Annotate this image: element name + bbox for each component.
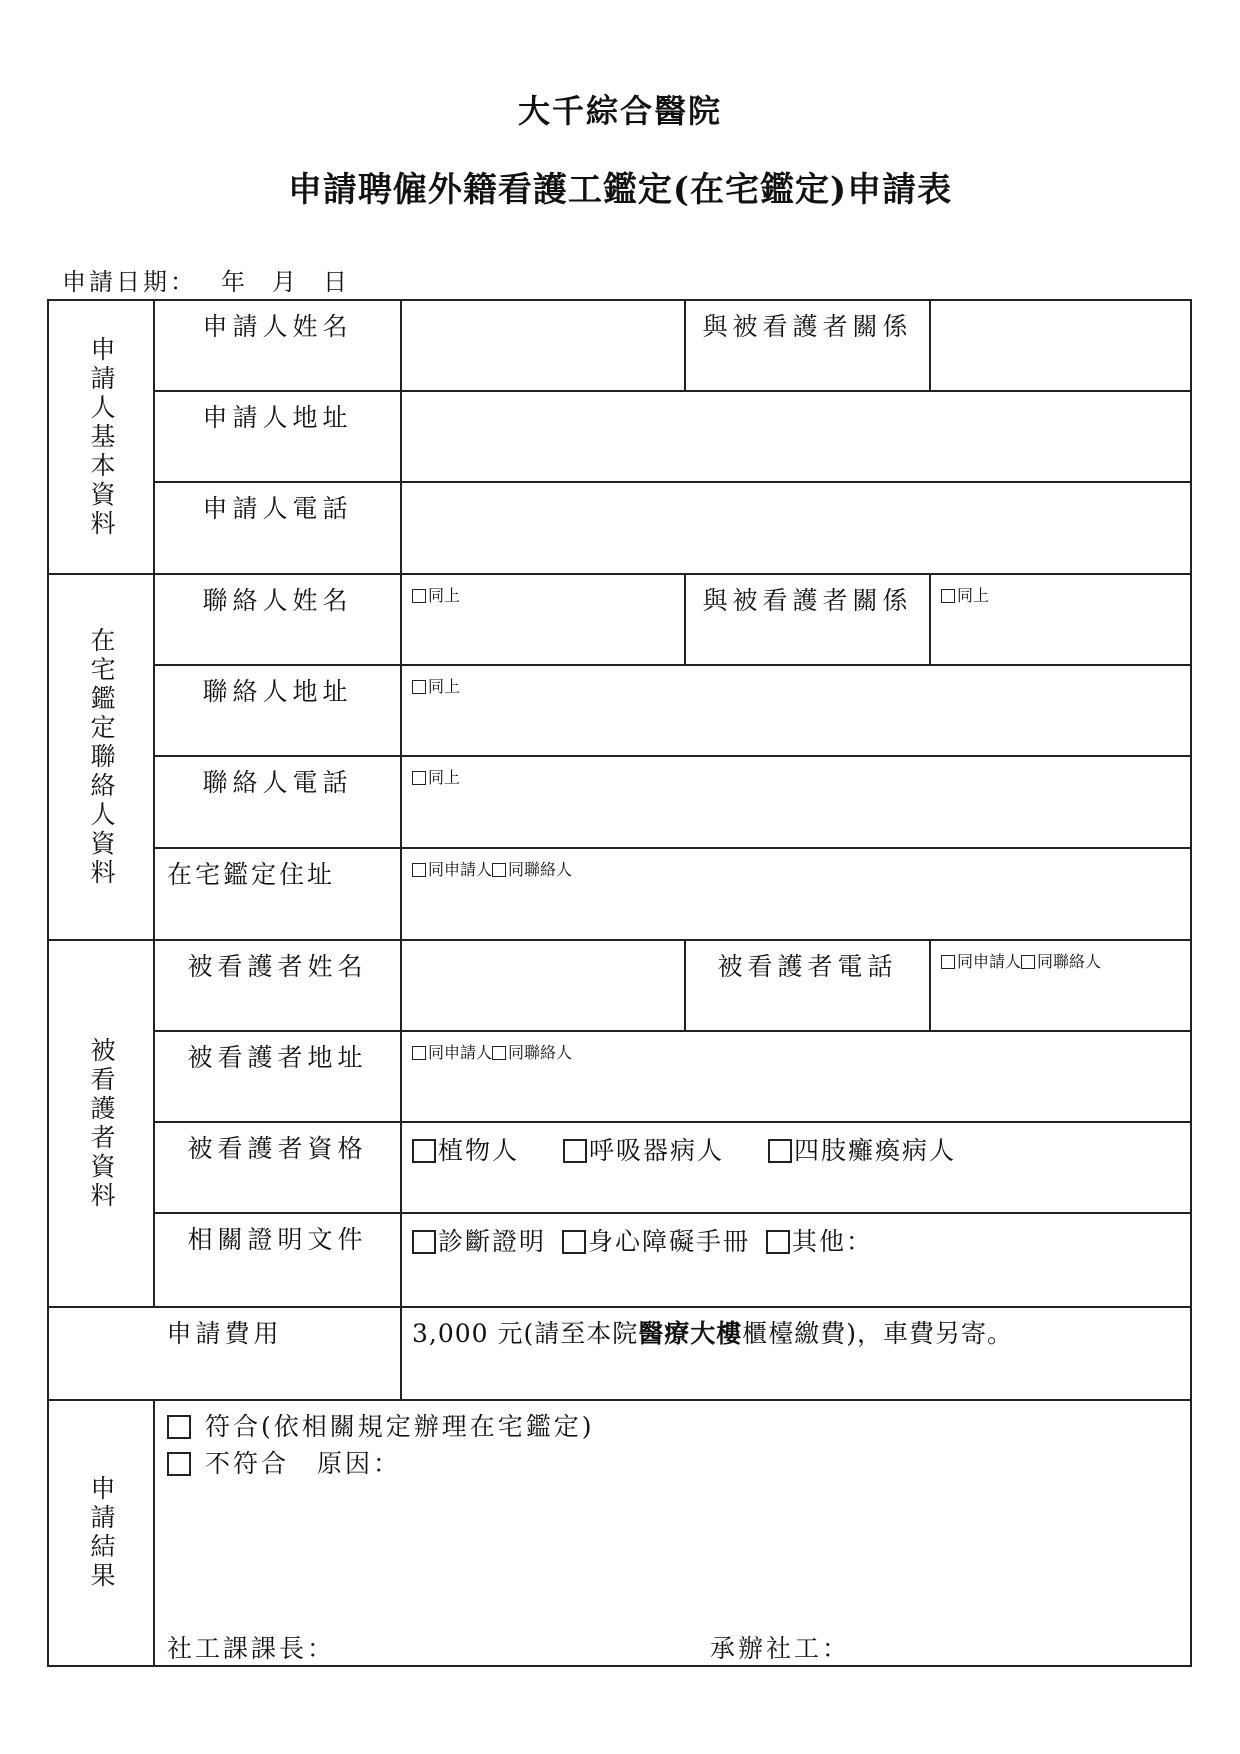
contact-address-label: 聯絡人地址 <box>153 664 402 757</box>
applicant-phone-label: 申請人電話 <box>153 481 402 575</box>
social-worker-signature: 承辦社工： <box>710 1634 851 1663</box>
same-above-text: 同上 <box>428 768 461 787</box>
same-applicant-checkbox[interactable] <box>412 1046 426 1060</box>
document-options <box>400 1212 1192 1308</box>
applicant-relation-label: 與被看護者關係 <box>684 299 931 392</box>
same-above-checkbox[interactable] <box>941 589 955 603</box>
applicant-relation-field[interactable] <box>929 299 1192 392</box>
same-contact-checkbox[interactable] <box>492 863 506 877</box>
result-no-checkbox[interactable] <box>167 1452 191 1476</box>
patient-name-field[interactable] <box>400 939 686 1032</box>
patient-phone-field[interactable] <box>929 939 1192 1032</box>
patient-name-label: 被看護者姓名 <box>153 939 402 1032</box>
result-no-text: 不符合 原因： <box>205 1449 402 1478</box>
contact-phone-label: 聯絡人電話 <box>153 755 402 849</box>
section-applicant-title: 申請人基本資料 <box>47 299 155 575</box>
applicant-name-field[interactable] <box>400 299 686 392</box>
section-contact-title: 在宅鑑定聯絡人資料 <box>47 573 155 941</box>
fee-text <box>400 1306 1192 1401</box>
same-contact-text: 同聯絡人 <box>1037 952 1102 971</box>
contact-name-field[interactable] <box>400 573 686 666</box>
same-contact-text: 同聯絡人 <box>508 1043 573 1062</box>
fee-label: 申請費用 <box>47 1306 402 1401</box>
fee-text-bold: 醫療大樓 <box>638 1319 743 1348</box>
qualification-option: 呼吸器病人 <box>589 1136 725 1165</box>
diagnosis-checkbox[interactable] <box>412 1230 436 1254</box>
result-option-yes <box>167 1407 595 1443</box>
same-contact-checkbox[interactable] <box>1021 955 1035 969</box>
section-result-title: 申請結果 <box>47 1399 155 1667</box>
documents-label: 相關證明文件 <box>153 1212 402 1308</box>
home-address-field[interactable] <box>400 847 1192 941</box>
same-applicant-checkbox[interactable] <box>941 955 955 969</box>
same-applicant-text: 同申請人 <box>428 860 493 879</box>
result-option-no <box>167 1444 401 1480</box>
same-above-text: 同上 <box>428 677 461 696</box>
date-label: 申請日期： <box>62 268 197 296</box>
contact-address-field[interactable] <box>400 664 1192 757</box>
hospital-name: 大千綜合醫院 <box>517 92 722 130</box>
qualification-options <box>400 1121 1192 1214</box>
date-month[interactable]: 月 <box>272 268 299 296</box>
same-above-text: 同上 <box>957 586 990 605</box>
same-applicant-text: 同申請人 <box>957 952 1022 971</box>
qualification-option: 四肢癱瘓病人 <box>794 1136 957 1165</box>
result-area <box>153 1399 1192 1667</box>
result-yes-text: 符合(依相關規定辦理在宅鑑定) <box>205 1412 595 1441</box>
vegetative-checkbox[interactable] <box>412 1139 436 1163</box>
applicant-phone-field[interactable] <box>400 481 1192 575</box>
patient-address-label: 被看護者地址 <box>153 1030 402 1123</box>
contact-relation-label: 與被看護者關係 <box>684 573 931 666</box>
same-contact-checkbox[interactable] <box>492 1046 506 1060</box>
qualification-label: 被看護者資格 <box>153 1121 402 1214</box>
form-title: 申請聘僱外籍看護工鑑定(在宅鑑定)申請表 <box>287 170 953 210</box>
same-applicant-checkbox[interactable] <box>412 863 426 877</box>
same-above-checkbox[interactable] <box>412 680 426 694</box>
same-above-checkbox[interactable] <box>412 589 426 603</box>
application-date <box>62 262 374 297</box>
ventilator-checkbox[interactable] <box>563 1139 587 1163</box>
other-checkbox[interactable] <box>766 1230 790 1254</box>
document-option: 其他： <box>792 1227 874 1256</box>
same-above-checkbox[interactable] <box>412 771 426 785</box>
result-yes-checkbox[interactable] <box>167 1415 191 1439</box>
qualification-option: 植物人 <box>438 1136 520 1165</box>
fee-text-before: 3,000 元(請至本院 <box>412 1319 639 1348</box>
section-patient-title: 被看護者資料 <box>47 939 155 1308</box>
contact-phone-field[interactable] <box>400 755 1192 849</box>
home-address-label: 在宅鑑定住址 <box>153 847 402 941</box>
applicant-name-label: 申請人姓名 <box>153 299 402 392</box>
applicant-address-label: 申請人地址 <box>153 390 402 483</box>
document-option: 診斷證明 <box>438 1227 547 1256</box>
applicant-address-field[interactable] <box>400 390 1192 483</box>
fee-text-after: 櫃檯繳費)，車費另寄。 <box>742 1319 1014 1348</box>
section-chief-signature: 社工課課長： <box>167 1634 336 1663</box>
date-year[interactable]: 年 <box>221 268 248 296</box>
contact-name-label: 聯絡人姓名 <box>153 573 402 666</box>
same-applicant-text: 同申請人 <box>428 1043 493 1062</box>
contact-relation-field[interactable] <box>929 573 1192 666</box>
same-contact-text: 同聯絡人 <box>508 860 573 879</box>
patient-phone-label: 被看護者電話 <box>684 939 931 1032</box>
document-option: 身心障礙手冊 <box>588 1227 751 1256</box>
patient-address-field[interactable] <box>400 1030 1192 1123</box>
date-day: 日 <box>323 268 350 296</box>
disability-handbook-checkbox[interactable] <box>562 1230 586 1254</box>
same-above-text: 同上 <box>428 586 461 605</box>
quadriplegia-checkbox[interactable] <box>768 1139 792 1163</box>
